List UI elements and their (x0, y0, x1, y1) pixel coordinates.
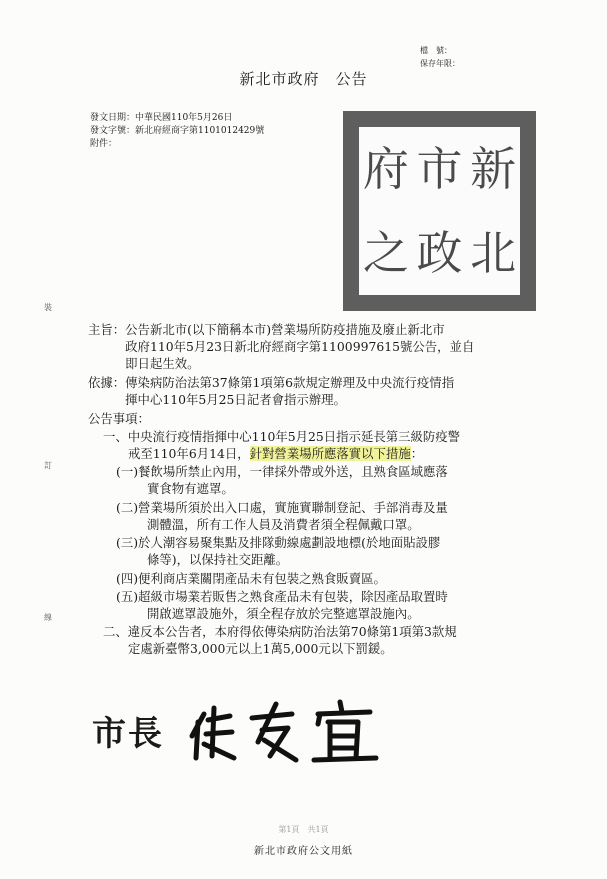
subject-line-3: 即日起生效。 (88, 356, 200, 371)
sub-item-2-line-1: (二)營業場所須於出入口處，實施實聯制登記、手部消毒及量 (116, 500, 448, 515)
margin-mark-staple: 訂 (44, 461, 52, 470)
sub-item-5-line-1: (五)超級市場業若販售之熟食產品未有包裝，除因產品取置時 (116, 589, 448, 604)
archive-number-label: 檔 號： (420, 46, 452, 55)
sub-item-5-line-2: 開啟遮罩設施外，須全程存放於完整遮罩設施內。 (147, 606, 420, 621)
sub-item-1-line-2: 實食物有遮罩。 (147, 481, 234, 496)
seal-char: 市 (416, 142, 463, 196)
highlighted-text: 針對營業場所應落實以下措施 (249, 446, 411, 461)
item-1-colon: ： (410, 446, 424, 461)
page-number: 第1頁 共1頁 (278, 825, 329, 834)
seal-char: 府 (362, 142, 409, 196)
mayor-signature-icon (92, 692, 392, 772)
reference-number: 發文字號：新北府經商字第1101012429號 (90, 126, 265, 136)
seal-glyphs (359, 127, 520, 295)
item-1-line-2 (128, 446, 423, 462)
issue-date: 發文日期：中華民國110年5月26日 (90, 113, 233, 123)
retention-period-label: 保存年限： (420, 59, 460, 68)
subject-line-2: 政府110年5月23日新北府經商字第1100997615號公告，並自 (88, 339, 475, 354)
mayor-label: 市長 (92, 714, 164, 754)
item-1-line-1: 一、中央流行疫情指揮中心110年5月25日指示延長第三級防疫警 (103, 429, 461, 444)
margin-mark-line: 線 (44, 613, 52, 622)
sub-item-3-line-1: (三)於人潮容易聚集點及排隊動線處劃設地標(於地面貼設膠 (116, 535, 441, 550)
attachment-label: 附件： (90, 139, 118, 149)
sub-item-4-line-1: (四)便利商店業關閉產品未有包裝之熟食販賣區。 (116, 571, 386, 586)
file-info (420, 44, 460, 70)
basis-line-1: 依據：傳染病防治法第37條第1項第6款規定辦理及中央流行疫情指 (88, 375, 455, 390)
document-meta (90, 112, 264, 151)
notice-header: 公告事項： (88, 411, 150, 426)
seal-char: 政 (416, 226, 463, 280)
document-title: 新北市政府 公告 (239, 70, 368, 88)
sub-item-3-line-2: 條等)，以保持社交距離。 (147, 552, 289, 567)
item-1-text: 戒至110年6月14日， (128, 446, 250, 461)
seal-char: 之 (362, 226, 409, 280)
sub-item-1-line-1: (一)餐飲場所禁止內用，一律採外帶或外送，且熟食區域應落 (116, 464, 448, 479)
official-seal (343, 111, 536, 311)
mayor-signature-block (92, 692, 392, 772)
footer-label: 新北市政府公文用紙 (254, 846, 353, 857)
basis-line-2: 揮中心110年5月25日記者會指示辦理。 (88, 392, 346, 407)
sub-item-2-line-2: 測體溫，所有工作人員及消費者須全程佩戴口罩。 (147, 517, 420, 532)
item-2-line-1: 二、違反本公告者，本府得依傳染病防治法第70條第1項第3款規 (103, 624, 457, 639)
margin-mark-bind: 裝 (44, 303, 52, 312)
seal-char: 新 (470, 142, 517, 196)
subject-line-1: 主旨：公告新北市(以下簡稱本市)營業場所防疫措施及廢止新北市 (88, 322, 445, 337)
seal-char: 北 (470, 226, 517, 280)
item-2-line-2: 定處新臺幣3,000元以上1萬5,000元以下罰鍰。 (128, 641, 393, 656)
